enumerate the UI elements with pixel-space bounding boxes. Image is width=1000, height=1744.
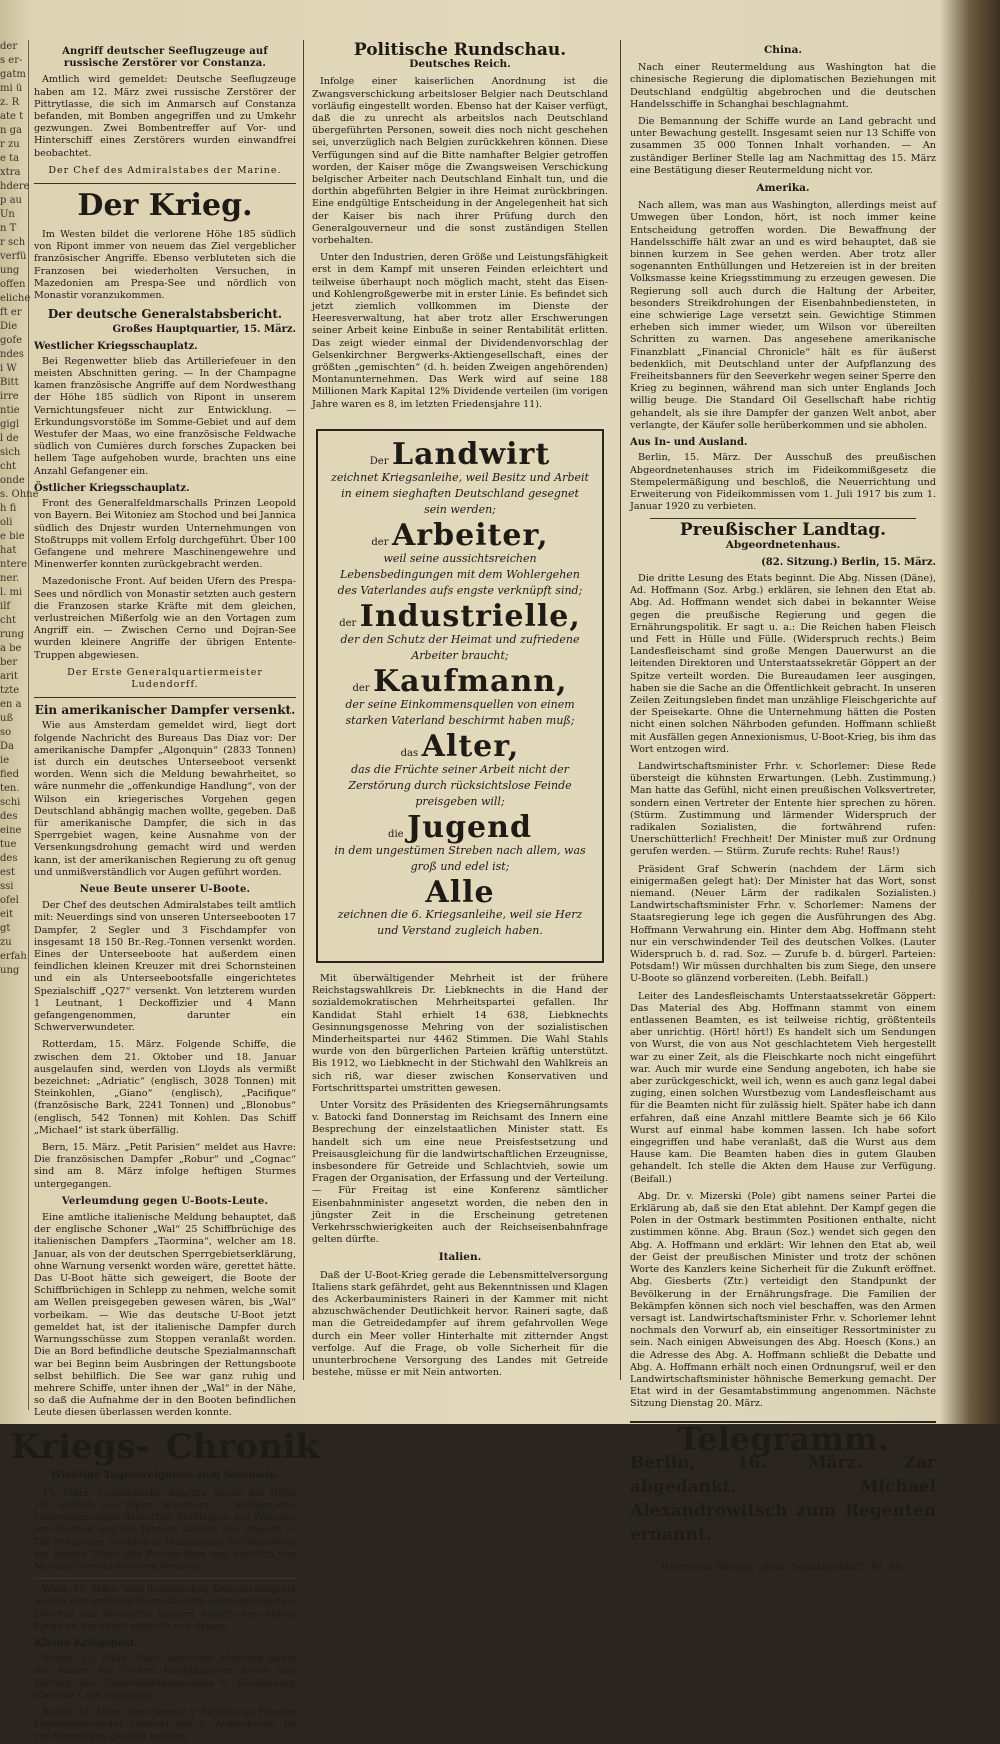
cropped-text-fragment: so: [0, 727, 12, 738]
divider: [34, 1578, 296, 1579]
cropped-text-fragment: ssi: [0, 881, 14, 892]
article-slander: Eine amtliche italienische Meldung behauptet, daß der englische Schoner „Wal“ 25 Schiffbrüchige des italienischen Dampfers „Taormina“, welcher am 18. Januar, als von der deutschen Sperrgebietserklärung, ohne Warnung versenkt worden wäre, gerettet hätte. Das U-Boot hätte sich geweigert, die Boote der Schiffbrüchigen in Schlepp zu nehmen, welche somit am Wellen preisgegeben gewesen wären, bis „Wal“ vorbeikam. — Wie das deutsche U-Boot jetzt gemeldet hat, ist der italienische Dampfer durch Warnungsschüsse zum Stoppen veranlaßt worden. Die an Bord befindliche deutsche Spezialmannschaft war bei Beginn beim Ausbringen der Rettungsboote selbst behilflich. Die See war ganz ruhig und mehrere Schiffe, unter ihnen der „Wal“ in der Nähe, so daß die Aufnahme der in den Booten befindlichen Leute diesen überlassen werden konnte.: [34, 1212, 296, 1419]
article-landtag-4: Leiter des Landesfleischamts Unterstaatssekretär Göppert: Das Material des Abg. Hoffmann stammt von einem entlassenen Beamten, es ist teilweise richtig, größtenteils aber unrichtig. (Hört! hört!) Es handelt sich um Sendungen von Wurst, die von aus Not geschlachtetem Vieh hergestellt war zu einer Zeit, als die Fleischkarte noch nicht eingeführt war. Auch mir wurde eine Sendung angeboten, ich habe sie aber zurückgeschickt, weil ich, wenn es auch ganz legal dabei zuging, einen solchen Wurstbezug vom Landesfleischamt aus für die Beamten nicht für zulässig hielt. Später habe ich dann erfahren, daß eine Anzahl mittlere Beamte sich je 66 Kilo Wurst auf einmal habe kommen lassen. Ich habe sofort eingegriffen und habe veranlaßt, daß die Wurst aus dem Hause kam. Die Beamten haben dies in gutem Glauben gehandelt. Ich stelle die Akten dem Hause zur Verfügung. (Beifall.): [630, 990, 936, 1185]
ad-landwirt: Landwirt: [392, 436, 551, 472]
ad-kaufmann: Kaufmann,: [373, 663, 568, 699]
cropped-text-fragment: der: [0, 41, 18, 52]
cropped-text-fragment: Die: [0, 321, 18, 332]
article-industry: Unter den Industrien, deren Größe und Leistungsfähigkeit erst in dem Kampf mit unseren Feinden erleichtert und teilweise überhaupt noch möglich macht, steht das Eisen- und Kohlengroßgewerbe mit in erster Linie. Es befindet sich jetzt ziemlich vollkommen im Dienste der Heeresverwaltung, hat aber trotz aller Erschwerungen seiner Arbeit keine Einbuße in seiner Rentabilität erlitten. Das zeigt wieder einmal der Dividendenvorschlag der Gelsenkirchner Bergwerks-Aktiengesellschaft, eines der größten „gemischten“ (d. h. beiden Zweigen angehörenden) Montanunternehmen. Das Werk wird auf seine 188 Millionen Mark Kapital 12% Dividende verteilen (im vorigen Jahre waren es 8, im letzten Friedensjahre 11).: [312, 252, 608, 410]
article-china-1: Nach einer Reutermeldung aus Washington hat die chinesische Regierung die diplomatischen Beziehungen mit Deutschland endgültig abgebrochen und die deutschen Handelsschiffe in Schanghai beschlagnahmt.: [630, 62, 936, 110]
subhead-china: China.: [763, 44, 803, 56]
cropped-text-fragment: e bie: [0, 531, 25, 542]
article-fideikommiss: Berlin, 15. März. Der Ausschuß des preußischen Abgeordnetenhauses strich im Fideikommißgesetz die Stempelermäßigung und beschloß, die Neuerrichtung und Erweiterung von Fideikommissen vom 1. Juli 1917 bis zum 1. Januar 1920 zu verbieten.: [630, 452, 936, 513]
telegram-title: Telegramm.: [677, 1419, 889, 1458]
ad-industrielle: Industrielle,: [359, 598, 581, 634]
kriegs-chronik-title: [10, 1427, 320, 1468]
cropped-text-fragment: n T: [0, 223, 17, 234]
cropped-text-fragment: eliche: [0, 293, 31, 304]
cropped-text-fragment: uß: [0, 713, 14, 724]
war-bond-advertisement: Der Landwirt zeichnet Kriegsanleihe, weil Besitz und Arbeit in einem sieghaften Deutschland gesegnet sein werden; der Arbeiter, weil seine aussichtsreichen Lebensbedingungen mit dem Wohlergehen des Vaterlandes aufs engste verknüpft sind; der Industrielle, der den Schutz der Heimat und zufriedene Arbeiter braucht; der Kaufmann, der seine Einkommensquellen von einem starken Vaterland beschirmt haben muß; das Alter, das die Früchte seiner Arbeit nicht der Zerstörung durch rücksichtslose Feinde preisgeben will; die Jugend in dem ungestümen Streben nach allem, was groß und edel ist; Alle zeichnen die 6. Kriegsanleihe, weil sie Herz und Verstand zugleich haben.: [316, 429, 604, 963]
cropped-text-fragment: ate t: [0, 111, 24, 122]
article-liebknecht-district: Mit überwältigender Mehrheit ist der frühere Reichstagswahlkreis Dr. Liebknechts in die Hand der sozialdemokratischen Mehrheitspartei gefallen. Ihr Kandidat Stahl erhielt 14 638, Liebknechts Gesinnungsgenosse Mehring von der sozialistischen Minderheitspartei nur 4462 Stimmen. Die Wahl Stahls wurde von den bürgerlichen Parteien kräftig unterstützt. Bis 1912, wo Liebknecht in der Stichwahl den Wahlkreis an sich riß, war dieser zwischen Konservativen und Fortschrittspartei umstritten gewesen.: [312, 972, 608, 1094]
subhead-deutsches-reich: Deutsches Reich.: [409, 58, 511, 71]
cropped-text-fragment: r sch: [0, 237, 26, 248]
article-landtag-2: Landwirtschaftsminister Frhr. v. Schorlemer: Diese Rede übersteigt die kühnsten Erwartungen. (Lebh. Zustimmung.) Man hatte das Gefühl, nicht einen preußischen Volksvertreter, sondern einen Vertreter der Entente hier sprechen zu hören. (Stürm. Zustimmung und lärmender Widerspruch der radikalen Sozialisten, die fortwährend rufen: Unerschütterlich! Frechheit! Der Minister muß zur Ordnung gerufen werden. — Stürm. Zurufe rechts: Ruhe! Raus!): [630, 760, 936, 858]
article-strantz: Berlin, 15. März. Der General v. Strantz, im Frieden kommandierender General des 5. Armeekorps, ist zur Disposition gestellt worden.: [34, 1706, 296, 1743]
cropped-text-fragment: tue: [0, 839, 17, 850]
cropped-text-fragment: rung: [0, 629, 25, 640]
cropped-text-fragment: eine: [0, 825, 22, 836]
telegram-box: [630, 1421, 936, 1574]
cropped-text-fragment: p au: [0, 195, 22, 206]
article-krieg-intro: Im Westen bildet die verlorene Höhe 185 südlich von Ripont immer von neuem das Ziel vergeblicher französischer Angriffe. Ebenso verbluteten sich die Franzosen bei wiederholten Versuchen, in Mazedonien am Prespa-See und nördlich von Monastir voranzukommen.: [34, 229, 296, 302]
chronik-subtitle: Wichtige Tagesereignisse zum Sammeln.: [50, 1469, 280, 1481]
cropped-text-fragment: des: [0, 811, 18, 822]
chronik-entry: 15. März. Französische Angriffe gegen die Höhe 185 südlich von Ripont scheitern. — Erfolgreiche Unternehmungen deutscher Stoßtrupps bei Witoniez am Stochod und bei Jannica südlich des Dnjestr. — Die Franzosen erleiden in Mazedonien bei Vorstößen auf beiden Ufern des Prespa-Sees und nördlich von Monastir erneut schwere Verluste.: [34, 1487, 296, 1572]
cropped-text-fragment: ft er: [0, 307, 22, 318]
telegram-body: Berlin, 16. März. Zar abgedankt. Michael Alexandrowitsch zum Regenten ernannt.: [630, 1452, 936, 1545]
cropped-text-fragment: des: [0, 853, 18, 864]
divider: [34, 697, 296, 698]
headline-steamer-sunk: Ein amerikanischer Dampfer versenkt.: [34, 703, 296, 718]
cropped-text-fragment: fied: [0, 769, 19, 780]
section-kleine-kriegspost: Kleine Kriegspost.: [34, 1637, 138, 1649]
headline-politische-rundschau: Politische Rundschau.: [353, 40, 567, 60]
cropped-text-fragment: eit: [0, 909, 14, 920]
supplement-note: Hierzu als Beilage „Justr. Sonntagsblatt“ Nr. 10.: [630, 1557, 936, 1574]
section-eastern-front: Östlicher Kriegsschauplatz.: [34, 482, 190, 494]
article-front-leopold: Front des Generalfeldmarschalls Prinzen Leopold von Bayern. Bei Witoniez am Stochod und bei Jannica südlich des Dnjestr wurden Unternehmungen von Stoßtrupps mit vollem Erfolg durchgeführt. Über 100 Gefangene und mehrere Maschinengewehre und Minenwerfer konnten zurückgebracht werden.: [34, 498, 296, 571]
cropped-text-fragment: ofel: [0, 895, 19, 906]
column-rule: [303, 40, 304, 1380]
article-seaplanes: Amtlich wird gemeldet: Deutsche Seeflugzeuge haben am 12. März zwei russische Zerstörer der Pittrytlasse, die sich im Anmarsch auf Constanza befanden, mit Bomben angegriffen und zu Umkehr gezwungen. Zwei Bombentreffer auf Vor- und Hinterschiff eines Zerstörers wurden einwandfrei beobachtet.: [34, 74, 296, 159]
article-rotterdam: Rotterdam, 15. März. Folgende Schiffe, die zwischen dem 21. Oktober und 18. Januar ausgelaufen sind, werden von Lloyds als vermißt bezeichnet: „Adriatic“ (englisch, 3028 Tonnen) mit Steinkohlen, „Giano“ (englisch), „Pacifique“ (französische Bark, 2241 Tonnen) und „Blonobus“ (englisch, 542 Tonnen) mit Kohlen. Das Schiff „Michael“ ist stark überfällig.: [34, 1039, 296, 1136]
cropped-text-fragment: tzte: [0, 685, 20, 696]
ad-arbeiter: Arbeiter,: [392, 517, 549, 553]
ad-alter: Alter,: [421, 728, 520, 764]
cropped-text-fragment: arit: [0, 671, 18, 682]
divider: [34, 183, 296, 184]
article-steamer-sunk: Wie aus Amsterdam gemeldet wird, liegt dort folgende Nachricht des Bureaus Das Diaz vor: Der amerikanische Dampfer „Algonquin“ (2833 Tonnen) ist durch ein deutsches Unterseeboot versenkt worden. Wenn sich die Meldung bewahrheitet, so wäre nunmehr die „offenkundige Handlung“, von der Wilson ein kriegerisches Vorgehen gegen Deutschland abhängig machen wollte, gegeben. Daß für amerikanische Dampfer, die sich in das Sperrgebiet wagen, keine Ausnahme von der Versenkungsdrohung gemacht wird und werden kann, ist der amerikanischen Regierung zu oft genug und unmißverständlich vor Augen geführt worden.: [34, 720, 296, 878]
headline-u-boat-booty: Neue Beute unserer U-Boote.: [79, 883, 251, 895]
section-western-front: Westlicher Kriegsschauplatz.: [34, 340, 198, 352]
cropped-text-fragment: n ga: [0, 125, 22, 136]
cropped-text-fragment: ndes: [0, 349, 24, 360]
cropped-text-fragment: ten.: [0, 783, 20, 794]
cropped-text-fragment: erfah: [0, 951, 27, 962]
cropped-text-fragment: onde: [0, 475, 25, 486]
column-rule: [620, 40, 621, 1380]
article-kaiser: Berlin, 15. März. Nach amtlicher Meldung nahm der Kaiser im Großen Hauptquartier heute den Vortrag des Generalfeldmarschalls v. Hindenburg über die Lage entgegen.: [34, 1653, 296, 1701]
cropped-text-fragment: ner.: [0, 573, 20, 584]
article-italy: Daß der U-Boot-Krieg gerade die Lebensmittelversorgung Italiens stark gefährdet, geht aus Bekenntnissen und Klagen des Ackerbauministers Raineri in der Kammer mit nicht abzuschwächender Deutlichkeit hervor. Raineri sagte, daß man die Getreidedampfer auf ihrem gefahrvollen Wege durch ein Meer voller Hinterhalte mit zitternder Angst verfolge. Auf die Frage, ob volle Sicherheit für die ununterbrochene Versorgung des Landes mit Getreide bestehe, müsse er mit Nein antworten.: [312, 1269, 608, 1379]
cropped-text-fragment: zu: [0, 937, 12, 948]
cropped-text-fragment: Da: [0, 741, 14, 752]
cropped-text-fragment: irre: [0, 391, 19, 402]
cropped-text-fragment: offen: [0, 279, 26, 290]
chronik-left-word: Kriegs-: [10, 1427, 150, 1468]
cropped-text-fragment: xtra: [0, 167, 21, 178]
cropped-text-fragment: ung: [0, 965, 20, 976]
cropped-text-fragment: i W: [0, 363, 17, 374]
cropped-text-fragment: verfü: [0, 251, 27, 262]
headline-seaplanes: Angriff deutscher Seeflugzeuge auf russische Zerstörer vor Constanza.: [62, 46, 268, 70]
subhead-amerika: Amerika.: [756, 182, 810, 195]
signature-ludendorff: Der Erste Generalquartiermeister Ludendorff.: [67, 666, 263, 690]
headline-generalstab: Der deutsche Generalstabsbericht.: [47, 307, 283, 322]
cropped-text-fragment: ilf: [0, 601, 11, 612]
cropped-text-fragment: en a: [0, 699, 22, 710]
cropped-text-fragment: z. R: [0, 97, 20, 108]
article-landtag-1: Die dritte Lesung des Etats beginnt. Die Abg. Nissen (Däne), Ad. Hoffmann (Soz. Arbg.) erklären, sie lehnen den Etat ab. Abg. Ad. Hoffmann wendet sich dabei in bekannter Weise gegen die preußische Regierung und gegen die Ernährungspolitik. Er sagt u. a.: Die Reichen haben Fleisch und Fett in Hülle und Fülle. (Widerspruch rechts.) Beim Landesfleischamt sind große Mengen Dauerwurst an die leitenden Direktoren und Unterstaatssekretär Göppert an der Spitze verteilt worden. Die Bureaudamen leer ausgingen, haben sie die Sache an die Öffentlichkeit gebracht. In unseren Zeilen Zeitungsleben findet man unzählige Fleischgerichte auf der Speisekarte. Ohne die Unternehmung hätten die Posten nicht einen solchen Nährboden gefunden. Hoffmann schließt mit Ausfällen gegen Annexionismus, U-Boot-Krieg, bis ihm das Wort entzogen wird.: [630, 572, 936, 755]
article-wien: Wien, 15. März. Vom italienischen Kriegsschauplatz meldet der amtliche Heeresbericht einen gelungenen Überfall auf feindliche Gräben östlich des Monte Forno an der Front nördlich von Asiago.: [34, 1584, 296, 1632]
article-landtag-3: Präsident Graf Schwerin (nachdem der Lärm sich einigermaßen gelegt hat): Der Minister hat das Wort, sonst niemand. (Neuer Lärm der radikalen Sozialisten.) Landwirtschaftsminister Frhr. v. Schorlemer: Namens der Staatsregierung lege ich gegen die Ausführungen des Abg. Hoffmann Verwahrung ein. Hinter dem Abg. Hoffmann steht nur ein verschwindender Teil des deutschen Volkes. (Lauter Widerspruch b. d. rad. Soz. — Zurufe b. d. bürgerl. Parteien: Potsdam!) Wir müssen durchhalten bis zum Siege, den unsere U-Boote so glänzend vorbereiten. (Lebh. Beifall.): [630, 863, 936, 985]
cropped-text-fragment: gt: [0, 923, 11, 934]
cropped-text-fragment: est: [0, 867, 16, 878]
cropped-text-fragment: ntie: [0, 405, 20, 416]
headline-der-krieg: Der Krieg.: [77, 188, 253, 224]
cropped-text-fragment: gatm: [0, 69, 26, 80]
column-politics: [312, 40, 608, 1379]
cropped-text-fragment: cht: [0, 461, 17, 472]
article-belgians: Infolge einer kaiserlichen Anordnung ist die Zwangsverschickung arbeitsloser Belgier nach Deutschland vorläufig eingestellt worden. Ebenso hat der Kaiser verfügt, daß die zu unrecht als arbeitslos nach Deutschland übergeführten Personen, soweit dies noch nicht geschehen sei, unverzüglich nach Belgien zurückkehren können. Diese Verfügungen sind auf die Bitte namhafter Belgier getroffen worden, der Kaiser möge die Zwangsweisen Verschickung belgischer Arbeiter nach Deutschland Einhalt tun, und die dorthin abgeführten Belgier in ihre Heimat zurückbringen. Eine endgültige Entscheidung in der Angelegenheit hat sich der Kaiser bis nach ihrer Prüfung durch den Generalgouverneur und die sonst zuständigen Stellen vorbehalten.: [312, 76, 608, 247]
cropped-text-fragment: ie: [0, 755, 10, 766]
cropped-text-fragment: hdere: [0, 181, 30, 192]
ad-alle: Alle: [425, 874, 495, 910]
headline-preussischer-landtag: Preußischer Landtag.: [679, 520, 887, 541]
article-america: Nach allem, was man aus Washington, allerdings meist auf Umwegen über London, hört, ist noch immer keine Entscheidung getroffen worden. Die Bewaffnung der Handelsschiffe hält zwar an und es wird behauptet, daß sie binnen kurzem in See gehen werden. Aber trotz aller sogenannten Enthüllungen und Hetzereien ist in der breiten Volksmasse keine Kriegsstimmung zu erzeugen gewesen. Die Regierung soll auch durch die Haltung der Arbeiter, besonders Streikdrohungen der Eisenbahnbediensteten, in eine schwierige Lage versetzt sein. Gewichtige Stimmen erheben sich immer wieder, um Wilson vor übereilten Schritten zu warnen. Das angesehene amerikanische Finanzblatt „Financial Chronicle“ hält es für äußerst bedenklich, mit Deutschland unter der Aufpflanzung des Freiheitsbanners für den Seeverkehr wegen seiner Sperre den Krieg zu beginnen, während man sich unter Englands Joch willig beuge. Die Standard Oil Gesellschaft habe richtig gehandelt, als sie ihre Dampfer der ganzen Welt anbot, aber verlangte, der Käufer solle herüberkommen und sie abholen.: [630, 200, 936, 431]
chronik-right-word: Chronik: [165, 1427, 320, 1468]
article-western-front: Bei Regenwetter blieb das Artilleriefeuer in den meisten Abschnitten gering. — In der Champagne kamen französische Angriffe auf dem Nordwesthang der Höhe 185 südlich von Ripont in unserem Vernichtungsfeuer nicht zur Entwicklung. — Erkundungsvorstöße im Somme-Gebiet und auf dem Westufer der Maas, wo eine französische Feldwache südlich von Cumières durch forsches Zupacken bei hellem Tage aufgehoben wurde, brachten uns eine Anzahl Gefangener ein.: [34, 355, 296, 477]
section-in-und-ausland: Aus In- und Ausland.: [630, 437, 748, 449]
cropped-text-fragment: a be: [0, 643, 22, 654]
article-food-prices: Unter Vorsitz des Präsidenten des Kriegsernährungsamts v. Batocki fand Donnerstag im Reichsamt des Innern eine Besprechung der einzelstaatlichen Minister statt. Es handelt sich um eine neue Preisfestsetzung und Preisausgleichung für die landwirtschaftlichen Erzeugnisse, insbesondere für Getreide und Schlachtvieh, sowie um Fragen der Organisation, der Erfassung und der Verteilung. — Für Freitag ist eine Konferenz sämtlicher Eisenbahnminister angesetzt worden, die neben den in jüngster Zeit in die Erscheinung getretenen Verkehrsschwierigkeiten auch der Reichseisenbahnfrage gelten dürfte.: [312, 1099, 608, 1246]
cropped-text-fragment: oli: [0, 517, 13, 528]
cropped-text-fragment: cht: [0, 615, 17, 626]
cropped-text-fragment: ung: [0, 265, 20, 276]
article-china-2: Die Bemannung der Schiffe wurde an Land gebracht und unter Bewachung gestellt. Insgesamt seien nur 13 Schiffe von zusammen 35 000 Tonnen Inhalt vorhanden. — An zuständiger Berliner Stelle lag am Nachmittag des 15. März eine Bestätigung dieser Reutermeldung nicht vor.: [630, 116, 936, 176]
subhead-abgeordnetenhaus: Abgeordnetenhaus.: [725, 538, 841, 551]
cropped-text-fragment: s. Ohne: [0, 489, 39, 500]
cropped-text-fragment: l. mi: [0, 587, 23, 598]
column-foreign-parliament: [630, 44, 936, 1573]
subhead-italien: Italien.: [438, 1251, 482, 1264]
signature-admiralty: Der Chef des Admiralstabes der Marine.: [48, 164, 282, 176]
cropped-text-fragment: ntere: [0, 559, 28, 570]
dateline-hauptquartier: Großes Hauptquartier, 15. März.: [112, 324, 296, 336]
ad-jugend: Jugend: [407, 809, 532, 845]
dateline-sitzung: (82. Sitzung.) Berlin, 15. März.: [761, 556, 936, 568]
cropped-text-fragment: gigl: [0, 419, 20, 430]
cropped-text-fragment: sich: [0, 447, 21, 458]
article-u-boat-booty: Der Chef des deutschen Admiralstabes teilt amtlich mit: Neuerdings sind von unseren Unterseebooten 17 Dampfer, 2 Segler und 3 Fischdampfer von insgesamt 18 150 Br.-Reg.-Tonnen versenkt worden. Eines der Unterseeboote hat außerdem einen feindlichen kleinen Kreuzer mit drei Schornsteinen und ein als Unterseebootsfalle eingerichtetes Spezialschiff „Q27“ versenkt. Von letzterem wurden 1 Leutnant, 1 Deckoffizier und 4 Mann gefangengenommen, darunter ein Schwerverwundeter.: [34, 900, 296, 1034]
cropped-text-fragment: Bitt: [0, 377, 19, 388]
divider: [650, 518, 916, 519]
cropped-text-fragment: ber: [0, 657, 18, 668]
cropped-text-fragment: s er-: [0, 55, 23, 66]
headline-slander: Verleumdung gegen U-Boots-Leute.: [61, 1195, 269, 1207]
cropped-text-fragment: hat: [0, 545, 17, 556]
article-macedonian-front: Mazedonische Front. Auf beiden Ufern des Prespa-Sees und nördlich von Monastir setzten auch gestern die Franzosen starke Kräfte mit dem gleichen, verlustreichen Mißerfolg wie an den Vortagen zum Angriff ein. — Zwischen Cerno und Dojran-See wurden kleinere Angriffe der übrigen Entente-Truppen abgewiesen.: [34, 576, 296, 661]
cropped-text-fragment: Un: [0, 209, 15, 220]
cropped-text-fragment: e ta: [0, 153, 20, 164]
cropped-text-fragment: h fi: [0, 503, 17, 514]
cropped-text-fragment: gofe: [0, 335, 23, 346]
cropped-text-fragment: r zu: [0, 139, 20, 150]
article-bern: Bern, 15. März. „Petit Parisien“ meldet aus Havre: Die französischen Dampfer „Robur“ und „Cognac“ sind am 8. März infolge heftigen Sturmes untergegangen.: [34, 1142, 296, 1190]
cropped-text-fragment: mi ü: [0, 83, 23, 94]
cropped-text-fragment: schi: [0, 797, 21, 808]
cropped-text-fragment: l de: [0, 433, 19, 444]
cropped-left-column: [0, 40, 39, 1410]
article-landtag-5: Abg. Dr. v. Mizerski (Pole) gibt namens seiner Partei die Erklärung ab, daß sie den Etat ablehnt. Der Kampf gegen die Polen in der Ostmark bestimmten Positionen enthalte, nicht zustimmen könne. Abg. Braun (Soz.) wendet sich gegen den Abg. A. Hoffmann und erklärt: Wir lehnen den Etat ab, weil der Geist der preußischen Minister und trotz der schönen Worte des Kanzlers keine Sicherheit für die Zukunft eröffnet. Abg. Giesberts (Ztr.) verteidigt den Standpunkt der Bevölkerung in der Ernährungsfrage. Die Familien der Bekämpfen können sich noch viel beschaffen, was den Armen versagt ist. Landwirtschaftsminister Frhr. v. Schorlemer lehnt nochmals den Vorwurf ab, ein einseitiger Ressortminister zu sein. Nach einigen Abweisungen des Abg. Hoesch (Kons.) an die Adresse des Abg. A. Hoffmann schließt die Debatte und Abg. A. Hoffmann erhält noch einen Ordnungsruf, weil er den Landwirtschaftsminister höhnische Bemerkung gemacht. Der Etat wird in der Gesamtabstimmung angenommen. Nächste Sitzung Dienstag 20. März.: [630, 1190, 936, 1410]
